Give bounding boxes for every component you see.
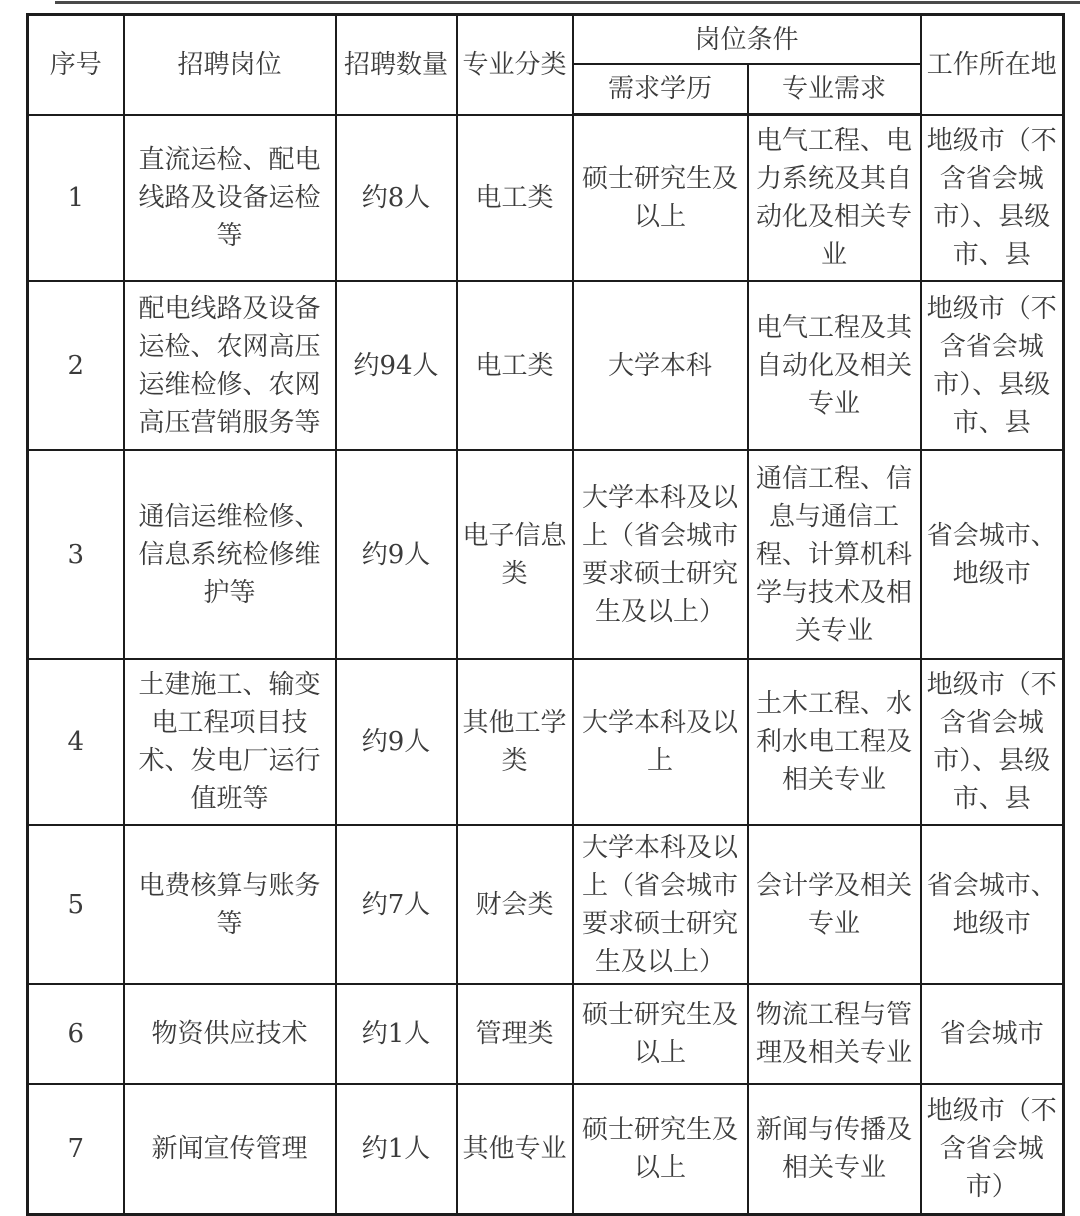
cell-serial: 5 (28, 825, 124, 984)
cell-location: 省会城市、地级市 (921, 825, 1064, 984)
cell-count: 约1人 (336, 984, 457, 1084)
cell-position: 电费核算与账务等 (124, 825, 336, 984)
cell-category: 其他工学类 (457, 659, 573, 825)
table-header (28, 15, 1064, 115)
header-count: 招聘数量 (336, 15, 457, 115)
cell-major: 电气工程及其自动化及相关专业 (748, 281, 921, 450)
cell-serial: 6 (28, 984, 124, 1084)
header-serial: 序号 (28, 15, 124, 115)
cell-position: 土建施工、输变电工程项目技术、发电厂运行值班等 (124, 659, 336, 825)
cell-location: 地级市（不含省会城市）、县级市、县 (921, 281, 1064, 450)
cell-category: 电子信息类 (457, 450, 573, 659)
recruitment-table (26, 13, 1065, 1216)
cell-education: 大学本科及以上 (573, 659, 748, 825)
cell-count: 约7人 (336, 825, 457, 984)
cell-category: 电工类 (457, 115, 573, 282)
cell-major: 土木工程、水利水电工程及相关专业 (748, 659, 921, 825)
header-position: 招聘岗位 (124, 15, 336, 115)
cell-education: 大学本科及以上（省会城市要求硕士研究生及以上） (573, 450, 748, 659)
cell-serial: 2 (28, 281, 124, 450)
cell-major: 会计学及相关专业 (748, 825, 921, 984)
cell-location: 省会城市、地级市 (921, 450, 1064, 659)
cell-position: 配电线路及设备运检、农网高压运维检修、农网高压营销服务等 (124, 281, 336, 450)
cell-education: 大学本科及以上（省会城市要求硕士研究生及以上） (573, 825, 748, 984)
cell-count: 约94人 (336, 281, 457, 450)
cell-major: 新闻与传播及相关专业 (748, 1084, 921, 1215)
cell-major: 物流工程与管理及相关专业 (748, 984, 921, 1084)
top-edge-divider (55, 1, 1080, 4)
cell-serial: 4 (28, 659, 124, 825)
cell-education: 硕士研究生及以上 (573, 115, 748, 282)
cell-count: 约9人 (336, 659, 457, 825)
cell-education: 硕士研究生及以上 (573, 984, 748, 1084)
cell-major: 电气工程、电力系统及其自动化及相关专业 (748, 115, 921, 282)
table-row (28, 281, 1064, 450)
cell-serial: 7 (28, 1084, 124, 1215)
cell-location: 地级市（不含省会城市） (921, 1084, 1064, 1215)
cell-category: 电工类 (457, 281, 573, 450)
cell-education: 硕士研究生及以上 (573, 1084, 748, 1215)
table-row (28, 450, 1064, 659)
table-row (28, 115, 1064, 282)
cell-serial: 3 (28, 450, 124, 659)
cell-position: 新闻宣传管理 (124, 1084, 336, 1215)
header-location: 工作所在地 (921, 15, 1064, 115)
table-row (28, 659, 1064, 825)
header-category: 专业分类 (457, 15, 573, 115)
header-education: 需求学历 (573, 64, 748, 115)
cell-position: 物资供应技术 (124, 984, 336, 1084)
cell-count: 约1人 (336, 1084, 457, 1215)
cell-location: 地级市（不含省会城市）、县级市、县 (921, 659, 1064, 825)
header-major: 专业需求 (748, 64, 921, 115)
cell-location: 省会城市 (921, 984, 1064, 1084)
header-conditions: 岗位条件 (573, 15, 921, 65)
cell-education: 大学本科 (573, 281, 748, 450)
cell-serial: 1 (28, 115, 124, 282)
cell-position: 通信运维检修、信息系统检修维护等 (124, 450, 336, 659)
cell-count: 约8人 (336, 115, 457, 282)
table-body (28, 115, 1064, 1215)
table-row (28, 984, 1064, 1084)
table-row (28, 825, 1064, 984)
cell-location: 地级市（不含省会城市）、县级市、县 (921, 115, 1064, 282)
cell-major: 通信工程、信息与通信工程、计算机科学与技术及相关专业 (748, 450, 921, 659)
cell-count: 约9人 (336, 450, 457, 659)
cell-category: 财会类 (457, 825, 573, 984)
cell-category: 其他专业 (457, 1084, 573, 1215)
cell-category: 管理类 (457, 984, 573, 1084)
cell-position: 直流运检、配电线路及设备运检等 (124, 115, 336, 282)
